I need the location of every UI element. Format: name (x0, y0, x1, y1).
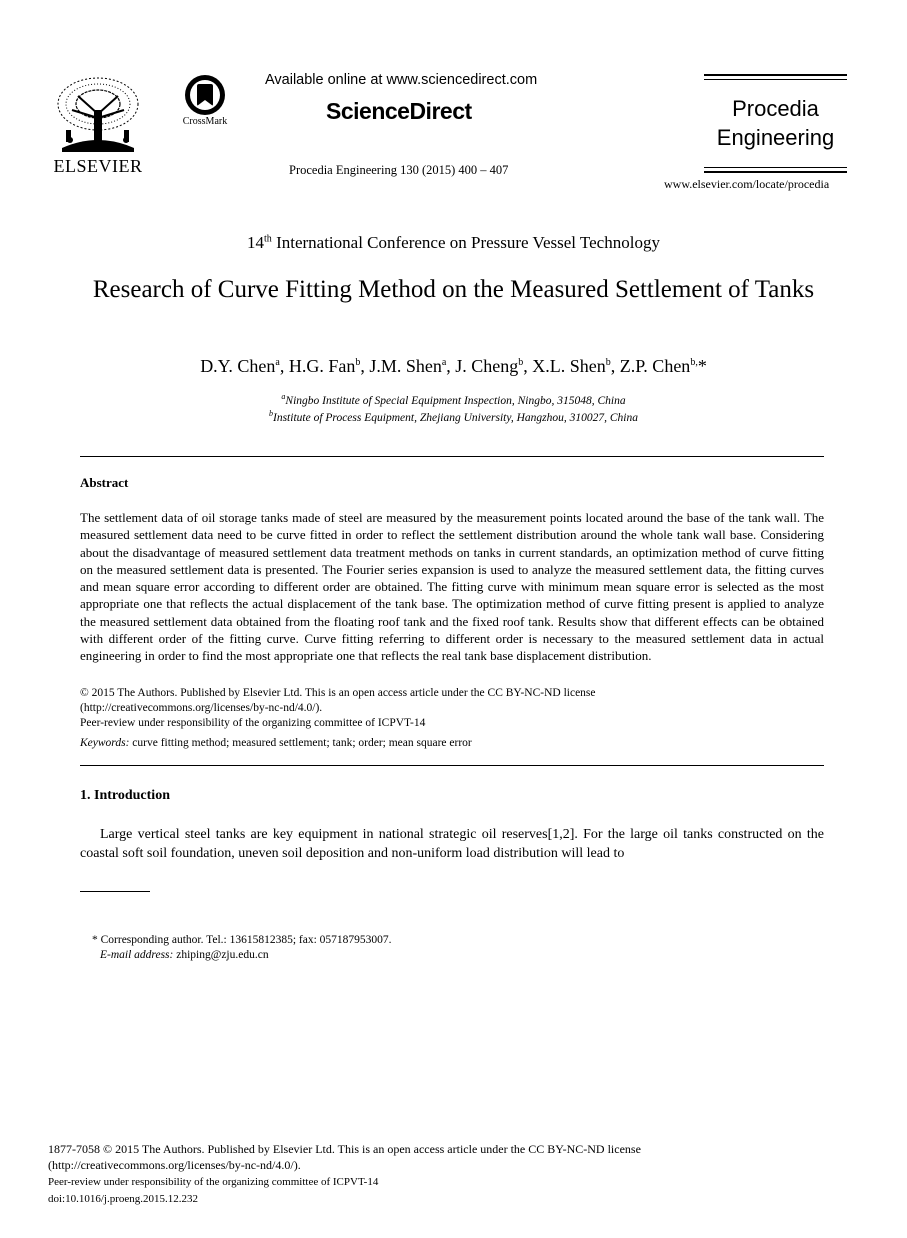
author-affiliation-mark: b (605, 357, 611, 368)
conference-ordinal: 14 (247, 233, 265, 252)
affiliation-mark: b (269, 409, 273, 418)
author-list (0, 356, 907, 377)
conference-title: International Conference on Pressure Vessel Technology (271, 233, 660, 252)
author-name: D.Y. Chen (200, 356, 276, 376)
available-online-text: Available online at www.sciencedirect.com (265, 72, 538, 88)
author-name: X.L. Shen (532, 356, 606, 376)
peer-review-note: Peer-review under responsibility of the organizing committee of ICPVT-14 (80, 717, 426, 729)
masthead-rule (704, 171, 847, 173)
elsevier-wordmark: ELSEVIER (53, 156, 143, 176)
author-separator: , (360, 356, 370, 376)
email-line (100, 948, 269, 963)
crossmark-icon (175, 74, 235, 116)
abstract-text: The settlement data of oil storage tanks made of steel are measured by the measurement points located around the base of the tank wall. The measured settlement data need to be curve fitted in order to reflect the settlement distribution around the whole tank wall base. Considering about the disadvantage of measured settlement data treatment methods on tanks in current standards, an optimization method of curve fitting on the measured settlement data is presented. The Fourier series expansion is used to analyze the measured settlement data, the fitting curves and mean square error according to different order are obtained. The fitting curve with minimum mean square error is selected as the most appropriate one that reflects the actual displacement of the tank base. The optimization method of curve fitting present is applied to analyze the measured settlement data obtained from the floating roof tank and the fixed roof tank. Results show that different effects can be obtained with different order of the fitting curve. Curve fitting referring to different order is necessary to the measured settlement data in actual engineering in order to find the most appropriate one that reflects the real tank base displacement distribution. (80, 510, 824, 664)
introduction-heading: 1. Introduction (80, 788, 170, 803)
author-separator: , (610, 356, 620, 376)
author-name: J. Cheng (455, 356, 519, 376)
conference-name (0, 233, 907, 253)
license-link[interactable]: (http://creativecommons.org/licenses/by-nc-nd/4.0/). (80, 702, 323, 714)
author-name: J.M. Shen (369, 356, 442, 376)
keywords-list: curve fitting method; measured settlement; tank; order; mean square error (129, 737, 472, 749)
sciencedirect-brand[interactable]: ScienceDirect (326, 98, 472, 124)
masthead-rule (704, 167, 847, 168)
author-separator: , (523, 356, 533, 376)
affiliation-b (0, 409, 907, 424)
footer-license-link[interactable]: (http://creativecommons.org/licenses/by-nc-nd/4.0/). (48, 1158, 301, 1172)
author-name: Z.P. Chen (619, 356, 691, 376)
conference-ordinal-suffix: th (264, 233, 272, 245)
footer-peer-review: Peer-review under responsibility of the organizing committee of ICPVT-14 (48, 1176, 379, 1188)
journal-reference: Procedia Engineering 130 (2015) 400 – 407 (289, 163, 509, 177)
journal-masthead (704, 74, 847, 174)
section-divider (80, 456, 824, 457)
affiliation-mark: a (281, 392, 286, 401)
section-divider (80, 765, 824, 766)
footnote-rule (80, 891, 150, 892)
journal-name-line2: Engineering (716, 125, 835, 150)
author-affiliation-mark: a (275, 357, 280, 368)
author-separator: , (446, 356, 456, 376)
elsevier-logo (52, 74, 144, 178)
abstract-heading: Abstract (80, 475, 129, 490)
email-label: E-mail address: (100, 949, 174, 961)
copyright-notice: © 2015 The Authors. Published by Elsevier Ltd. This is an open access article under the CC BY-NC-ND license (80, 687, 596, 699)
corresponding-author-note: * Corresponding author. Tel.: 13615812385; fax: 057187953007. (92, 934, 392, 946)
affiliation-text: Institute of Process Equipment, Zhejiang University, Hangzhou, 310027, China (273, 411, 638, 424)
email-address[interactable]: zhiping@zju.edu.cn (173, 949, 269, 961)
crossmark-badge[interactable] (175, 74, 235, 134)
crossmark-label: CrossMark (182, 116, 228, 127)
corresponding-author-mark: * (697, 356, 707, 376)
footer-doi[interactable]: doi:10.1016/j.proeng.2015.12.232 (48, 1193, 199, 1205)
masthead-rule (704, 79, 847, 80)
affiliation-a (0, 392, 907, 407)
author-affiliation-mark: a (441, 357, 447, 368)
article-title: Research of Curve Fitting Method on the Measured Settlement of Tanks (92, 276, 815, 303)
author-separator: , (279, 356, 289, 376)
footer-license: 1877-7058 © 2015 The Authors. Published by Elsevier Ltd. This is an open access article under the CC BY-NC-ND license (48, 1142, 641, 1156)
author-affiliation-mark: b (518, 357, 524, 368)
author-affiliation-mark: b, (690, 357, 698, 368)
author-name: H.G. Fan (288, 356, 356, 376)
masthead-rule (704, 74, 847, 76)
keywords (80, 736, 472, 751)
affiliation-text: Ningbo Institute of Special Equipment Inspection, Ningbo, 315048, China (285, 394, 626, 407)
journal-name-line1: Procedia (732, 96, 819, 121)
author-affiliation-mark: b (355, 357, 361, 368)
elsevier-tree-icon (52, 74, 144, 154)
introduction-text: Large vertical steel tanks are key equipment in national strategic oil reserves[1,2]. For the large oil tanks constructed on the coastal soft soil foundation, uneven soil deposition and non-uniform load distribution will lead to (80, 827, 824, 861)
journal-name (704, 94, 847, 152)
keywords-label: Keywords: (80, 737, 130, 749)
journal-url[interactable]: www.elsevier.com/locate/procedia (664, 177, 830, 191)
